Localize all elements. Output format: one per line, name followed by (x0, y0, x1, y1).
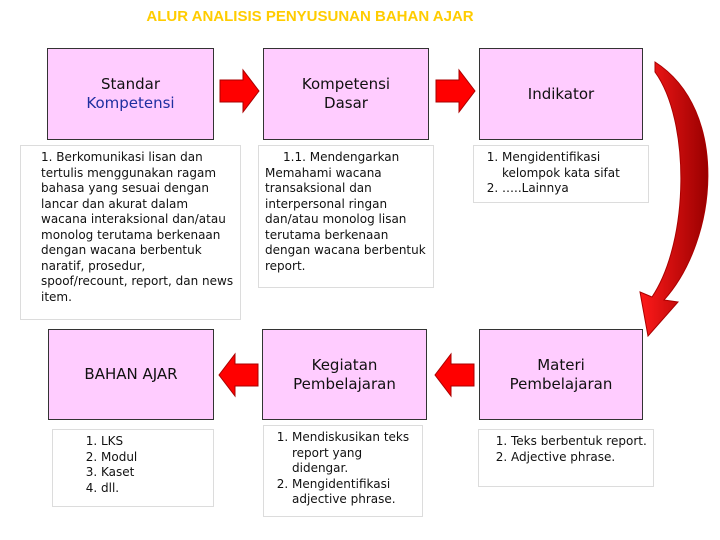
box-indikator (479, 48, 643, 140)
note-indikator (473, 145, 649, 203)
box-materi-pembelajaran (479, 329, 643, 420)
box-materi-line1: Materi (537, 355, 585, 374)
arrow-kegiatan-to-bahan (219, 354, 258, 396)
box-indikator-line1: Indikator (527, 84, 595, 103)
note-kegiatan-item: 2. Mengidentifikasi adjective phrase. (292, 477, 416, 508)
box-standar-line1: Standar (101, 75, 160, 93)
note-materi-pembelajaran (478, 429, 654, 487)
box-bahan-line1: BAHAN AJAR (84, 365, 178, 383)
box-materi-line2: Pembelajaran (509, 374, 613, 393)
box-kegiatan-pembelajaran (262, 329, 427, 420)
box-kd-line1: Kompetensi (301, 75, 391, 93)
box-standar-kompetensi (47, 48, 214, 140)
curved-arrow-indikator-to-materi (640, 62, 708, 336)
note-indikator-item: 1. Mengidentifikasi kelompok kata sifat (502, 150, 642, 181)
note-kd-text: 1.1. Mendengarkan Memahami wacana transaksional dan interpersonal ringan dan/atau monolog lisan terutama berkenaan dengan wacana berbentuk report. (265, 150, 426, 273)
note-bahan-item: 4. dll. (101, 481, 207, 497)
arrow-materi-to-kegiatan (435, 354, 474, 396)
note-bahan-ajar (52, 429, 214, 507)
arrow-kd-to-indikator (436, 70, 475, 112)
note-standar-kompetensi (20, 145, 241, 320)
note-bahan-item: 2. Modul (101, 450, 207, 466)
note-materi-item: 1. Teks berbentuk report. (511, 434, 647, 450)
note-materi-item: 2. Adjective phrase. (511, 450, 647, 466)
box-kegiatan-line1: Kegiatan (311, 355, 378, 374)
box-kd-line2: Dasar (324, 94, 368, 112)
note-kegiatan-pembelajaran (263, 425, 423, 517)
box-bahan-ajar (48, 329, 214, 420)
box-kegiatan-line2: Pembelajaran (293, 374, 396, 393)
note-indikator-item: 2. …..Lainnya (502, 181, 642, 197)
note-bahan-item: 3. Kaset (101, 465, 207, 481)
note-kegiatan-item: 1. Mendiskusikan teks report yang didengar. (292, 430, 416, 477)
note-kompetensi-dasar (258, 145, 434, 288)
box-standar-line2: Kompetensi (86, 94, 175, 112)
arrow-sk-to-kd (220, 70, 259, 112)
box-kompetensi-dasar (263, 48, 429, 140)
note-sk-text: 1. Berkomunikasi lisan dan tertulis menggunakan ragam bahasa yang sesuai dengan lancar dan akurat dalam wacana interaksional dan/atau monolog terutama berkenaan dengan wacana berbentuk naratif, prosedur, spoof/recount, report, dan news item. (41, 150, 234, 304)
note-bahan-item: 1. LKS (101, 434, 207, 450)
diagram-title: ALUR ANALISIS PENYUSUNAN BAHAN AJAR (146, 8, 474, 25)
